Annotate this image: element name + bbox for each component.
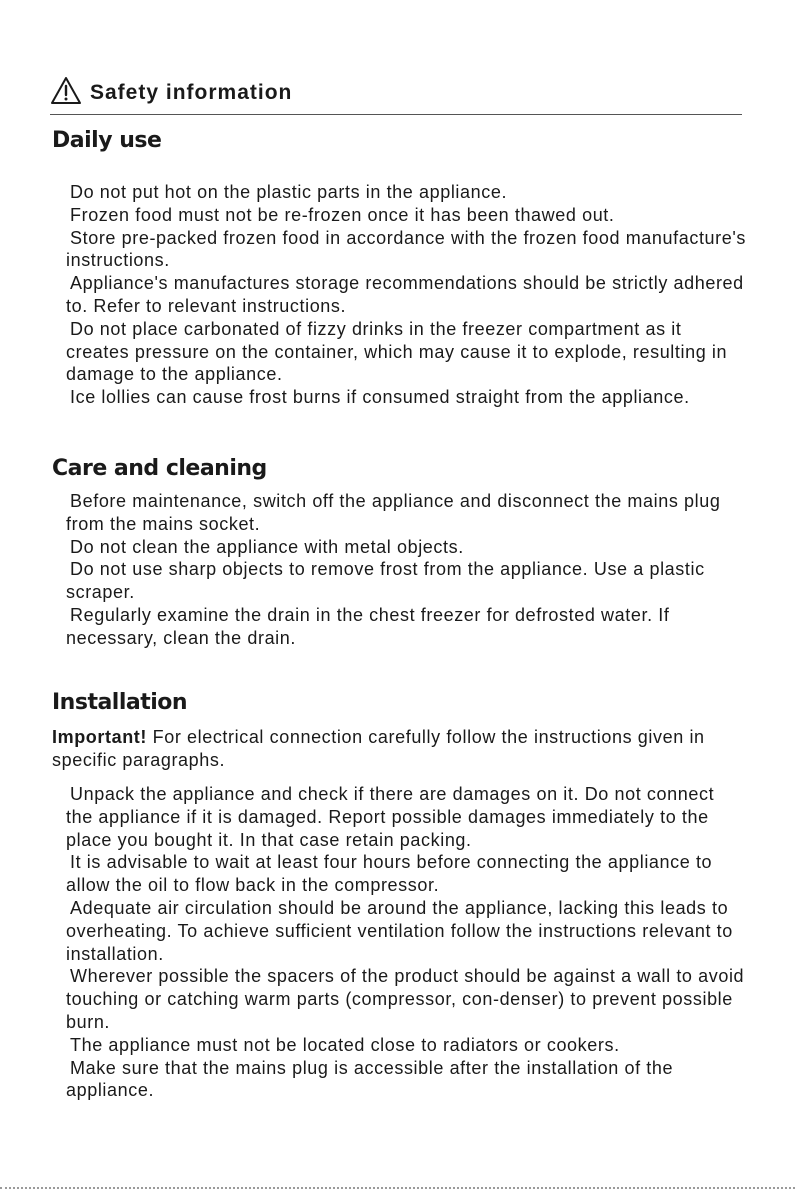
list-item: Do not place carbonated of fizzy drinks in the freezer compartment as it creates pressure on the container, which may cause it to explode, resulting in damage to the appliance.: [66, 318, 728, 385]
list-item: Do not put hot on the plastic parts in the appliance.: [70, 182, 508, 202]
list-item: Ice lollies can cause frost burns if consumed straight from the appliance.: [70, 387, 690, 408]
list-item: The appliance must not be located close to radiators or cookers.: [70, 1034, 620, 1055]
section-heading-installation: Installation: [52, 690, 188, 715]
care-and-cleaning-list: [66, 490, 746, 650]
list-item: Regularly examine the drain in the chest freezer for defrosted water. If necessary, clean the drain.: [66, 604, 670, 648]
section-heading-daily-use: Daily use: [52, 128, 162, 153]
page-bottom-border: [0, 1187, 795, 1189]
important-label: Important!: [52, 727, 147, 747]
daily-use-list: [66, 181, 746, 409]
page-header: [50, 76, 742, 115]
section-heading-care-and-cleaning: Care and cleaning: [52, 456, 267, 481]
list-item: Unpack the appliance and check if there are damages on it. Do not connect the appliance if it is damaged. Report possible damages immediately to the place you bought it. In that case retain packing.: [66, 784, 715, 850]
installation-list: [66, 783, 746, 1102]
installation-intro-text: For electrical connection carefully follow the instructions given in specific paragraphs.: [52, 727, 705, 770]
list-item: Wherever possible the spacers of the product should be against a wall to avoid touching or catching warm parts (compressor, con-denser) to prevent possible burn.: [66, 966, 745, 1032]
list-item: Do not clean the appliance with metal objects.: [70, 536, 464, 557]
list-item: Make sure that the mains plug is accessible after the installation of the appliance.: [66, 1057, 674, 1101]
installation-intro: [52, 726, 742, 772]
page-title: Safety information: [90, 81, 293, 104]
list-item: Do not use sharp objects to remove frost from the appliance. Use a plastic scraper.: [66, 559, 705, 603]
list-item: Appliance's manufactures storage recommendations should be strictly adhered to. Refer to relevant instructions.: [66, 273, 744, 316]
warning-triangle-icon: [50, 76, 82, 106]
list-item: Store pre-packed frozen food in accordance with the frozen food manufacture's instructions.: [66, 227, 746, 271]
list-item: Before maintenance, switch off the appliance and disconnect the mains plug from the mains socket.: [66, 491, 721, 534]
list-item: Frozen food must not be re-frozen once it has been thawed out.: [70, 204, 615, 225]
list-item: Adequate air circulation should be around the appliance, lacking this leads to overheating. To achieve sufficient ventilation follow the instructions relevant to installation.: [66, 897, 733, 964]
list-item: It is advisable to wait at least four hours before connecting the appliance to allow the oil to flow back in the compressor.: [66, 852, 713, 896]
